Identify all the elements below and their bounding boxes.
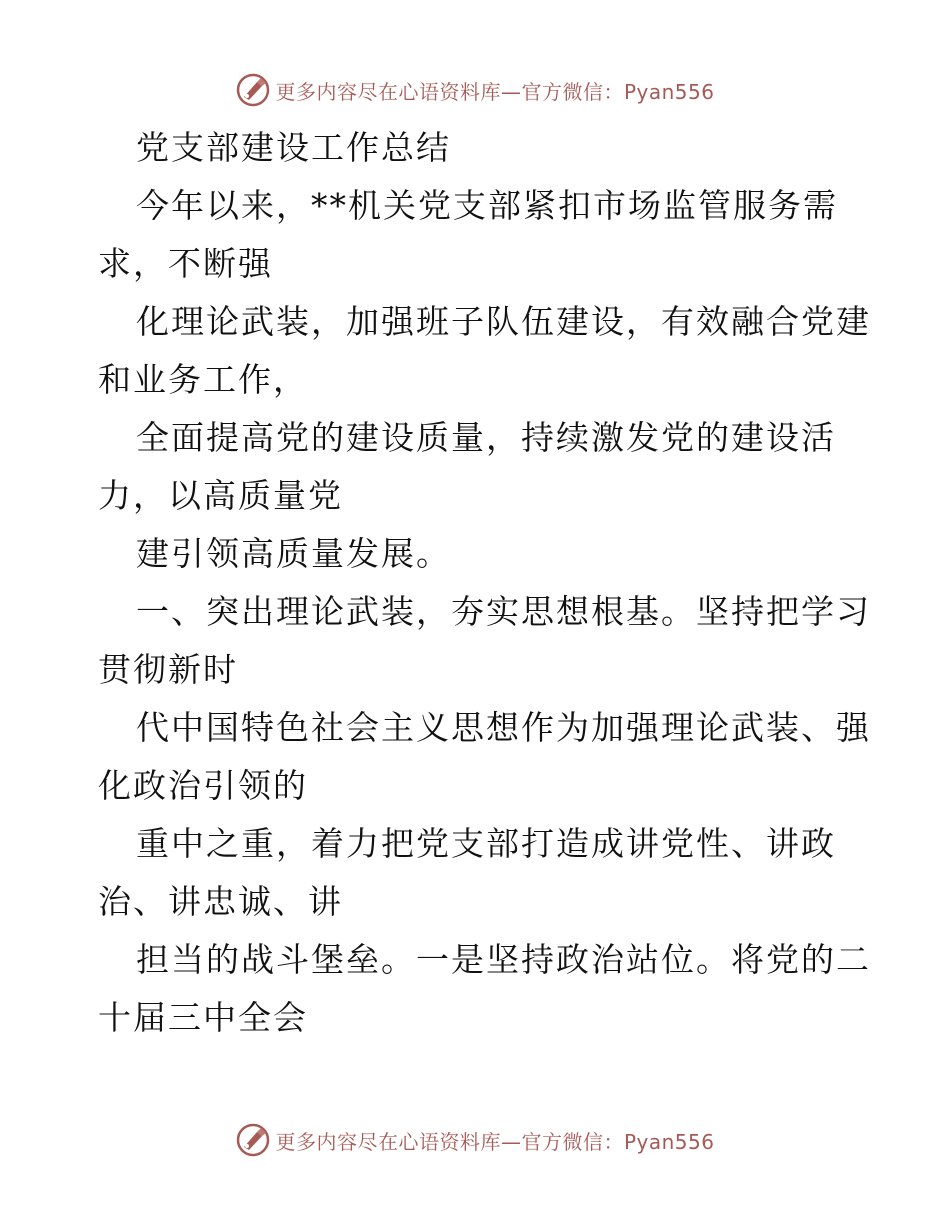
paragraph-line: 担当的战斗堡垒。一是坚持政治站位。将党的二 — [136, 940, 871, 979]
paragraph-line: 化理论武装，加强班子队伍建设，有效融合党建 — [136, 302, 871, 341]
footer-banner-text: 更多内容尽在心语资料库—官方微信：Pyan556 — [275, 1129, 715, 1154]
pen-nib-logo-icon — [235, 72, 271, 108]
paragraph-line: 代中国特色社会主义思想作为加强理论武装、强 — [136, 708, 871, 747]
paragraph-line: 十届三中全会 — [98, 998, 308, 1037]
header-banner-text: 更多内容尽在心语资料库—官方微信：Pyan556 — [275, 79, 715, 104]
header-banner — [0, 70, 950, 110]
paragraph-line: 建引领高质量发展。 — [136, 534, 451, 573]
paragraph-line: 和业务工作， — [98, 360, 308, 399]
paragraph-line: 力，以高质量党 — [98, 476, 343, 515]
document-title: 党支部建设工作总结 — [136, 128, 451, 167]
paragraph-line: 化政治引领的 — [98, 766, 308, 805]
paragraph-line: 重中之重，着力把党支部打造成讲党性、讲政 — [136, 824, 836, 863]
pen-nib-logo-icon — [235, 1122, 271, 1158]
paragraph-line: 治、讲忠诚、讲 — [98, 882, 343, 921]
paragraph-line: 贯彻新时 — [98, 650, 238, 689]
footer-banner — [0, 1120, 950, 1160]
section-heading-line: 一、突出理论武装，夯实思想根基。坚持把学习 — [136, 592, 871, 631]
paragraph-line: 全面提高党的建设质量，持续激发党的建设活 — [136, 418, 836, 457]
paragraph-line: 今年以来，**机关党支部紧扣市场监管服务需 — [136, 186, 838, 225]
paragraph-line: 求，不断强 — [98, 244, 273, 283]
